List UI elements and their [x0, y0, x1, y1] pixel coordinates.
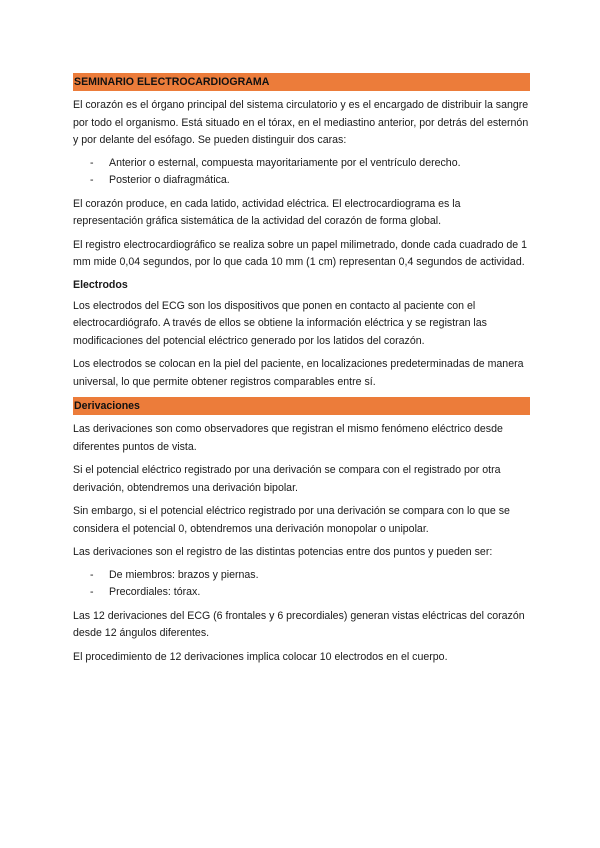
- dash-marker: -: [90, 156, 94, 169]
- subheading-electrodos: Electrodos: [73, 278, 128, 291]
- section-title-seminario: SEMINARIO ELECTROCARDIOGRAMA: [73, 73, 530, 91]
- list-item: - Precordiales: tórax.: [73, 584, 530, 602]
- paragraph: Las derivaciones son el registro de las distintas potencias entre dos puntos y pueden ser:: [73, 546, 493, 558]
- paragraph: Las 12 derivaciones del ECG (6 frontales y 6 precordiales) generan vistas eléctricas del corazón desde 12 ángulos diferentes.: [73, 609, 525, 639]
- paragraph: Las derivaciones son como observadores que registran el mismo fenómeno eléctrico desde diferentes puntos de vista.: [73, 423, 503, 453]
- list-item: - Anterior o esternal, compuesta mayoritariamente por el ventrículo derecho.: [73, 155, 530, 173]
- paragraph: Los electrodos se colocan en la piel del paciente, en localizaciones predeterminadas de manera universal, lo que permite obtener registros comparables entre sí.: [73, 358, 524, 388]
- paragraph: El corazón es el órgano principal del sistema circulatorio y es el encargado de distribuir la sangre por todo el organismo. Está situado en el tórax, en el mediastino anterior, por detrás del esternón y por delante del esófago. Se pueden distinguir dos caras:: [73, 99, 529, 146]
- section-title-derivaciones: Derivaciones: [73, 397, 530, 415]
- list-item: - Posterior o diafragmática.: [73, 172, 530, 190]
- paragraph: Si el potencial eléctrico registrado por una derivación se compara con el registrado por otra derivación, obtendremos una derivación bipolar.: [73, 464, 501, 494]
- dash-marker: -: [90, 568, 94, 581]
- bullet-list-caras: [73, 155, 530, 190]
- paragraph: Sin embargo, si el potencial eléctrico registrado por una derivación se compara con lo que se considera el potencial 0, obtendremos una derivación monopolar o unipolar.: [73, 505, 510, 535]
- paragraph: El procedimiento de 12 derivaciones implica colocar 10 electrodos en el cuerpo.: [73, 650, 448, 663]
- dash-marker: -: [90, 586, 94, 598]
- bullet-list-tipos: [73, 567, 530, 602]
- paragraph: Los electrodos del ECG son los dispositivos que ponen en contacto al paciente con el electrocardiógrafo. A través de ellos se obtiene la información eléctrica y se registran las modificaciones del potencial eléctrico generado por los latidos del corazón.: [73, 299, 487, 347]
- paragraph: El registro electrocardiográfico se realiza sobre un papel milimetrado, donde cada cuadrado de 1 mm mide 0,04 segundos, por lo que cada 10 mm (1 cm) representan 0,4 segundos de actividad.: [73, 238, 528, 268]
- dash-marker: -: [90, 174, 94, 186]
- list-item: - De miembros: brazos y piernas.: [73, 567, 530, 585]
- paragraph: El corazón produce, en cada latido, actividad eléctrica. El electrocardiograma es la representación gráfica sistemática de la actividad del corazón de forma global.: [73, 197, 461, 227]
